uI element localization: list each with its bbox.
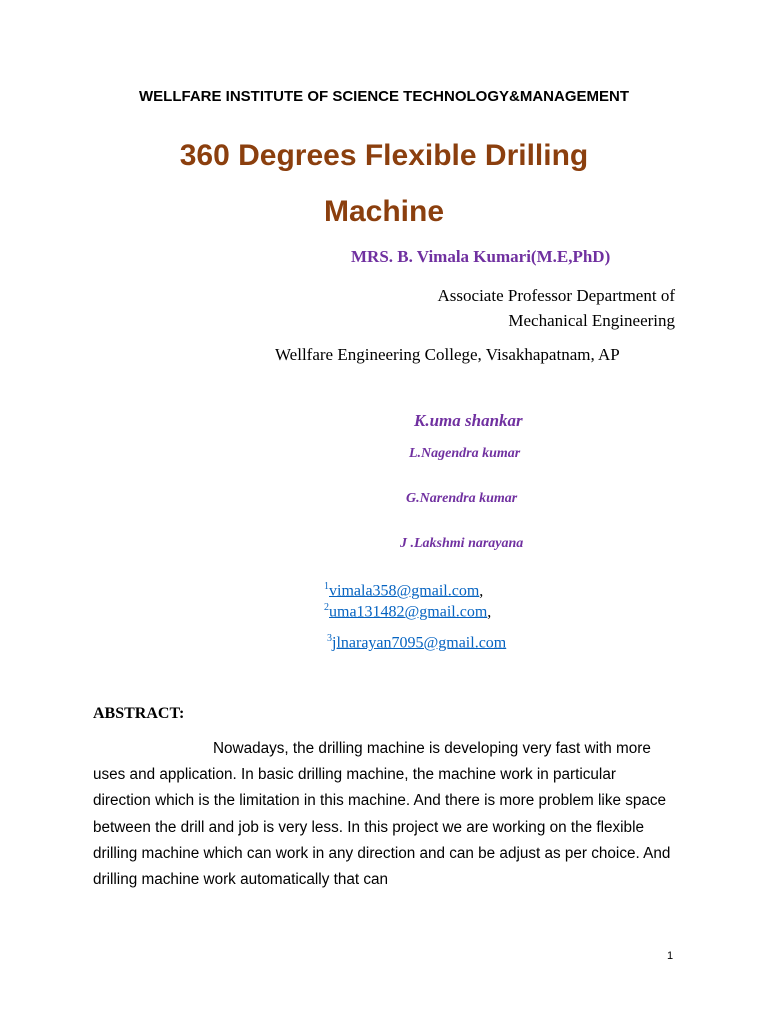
page-number: 1 — [667, 950, 674, 962]
email-link-2[interactable]: uma131482@gmail.com — [329, 603, 488, 621]
email-1-suffix: , — [479, 582, 484, 600]
email-2 — [324, 602, 491, 621]
email-1-superscript: 1 — [324, 581, 329, 592]
college-name: Wellfare Engineering College, Visakhapatnam, AP — [275, 345, 620, 364]
coauthor-4: J .Lakshmi narayana — [400, 536, 524, 551]
email-link-1[interactable]: vimala358@gmail.com — [329, 582, 480, 600]
coauthor-2: L.Nagendra kumar — [409, 446, 521, 461]
institute-name: WELLFARE INSTITUTE OF SCIENCE TECHNOLOGY&MANAGEMENT — [139, 88, 629, 105]
affiliation — [438, 283, 675, 333]
email-1 — [324, 581, 483, 600]
email-2-suffix: , — [487, 603, 492, 621]
affiliation-line-1: Associate Professor Department of — [437, 286, 675, 305]
email-3-superscript: 3 — [327, 633, 332, 644]
abstract-body: Nowadays, the drilling machine is developing very fast with more uses and application. In basic drilling machine, the machine work in particular direction which is the limitation in this machine. And there is more problem like space between the drill and job is very less. In this project we are working on the flexible drilling machine which can work in any direction and can be adjust as per choice. And drilling machine work automatically that can — [93, 740, 671, 889]
coauthor-1: K.uma shankar — [414, 411, 523, 430]
email-2-superscript: 2 — [324, 602, 329, 613]
main-author: MRS. B. Vimala Kumari(M.E,PhD) — [351, 247, 611, 266]
title-line-1: 360 Degrees Flexible Drilling — [179, 139, 589, 172]
email-link-3[interactable]: jlnarayan7095@gmail.com — [332, 634, 507, 652]
affiliation-line-2: Mechanical Engineering — [508, 311, 675, 330]
abstract-heading: ABSTRACT: — [93, 705, 185, 722]
email-3 — [327, 633, 506, 652]
paper-title — [0, 128, 768, 240]
title-line-2: Machine — [323, 195, 445, 228]
coauthor-3: G.Narendra kumar — [406, 491, 518, 506]
